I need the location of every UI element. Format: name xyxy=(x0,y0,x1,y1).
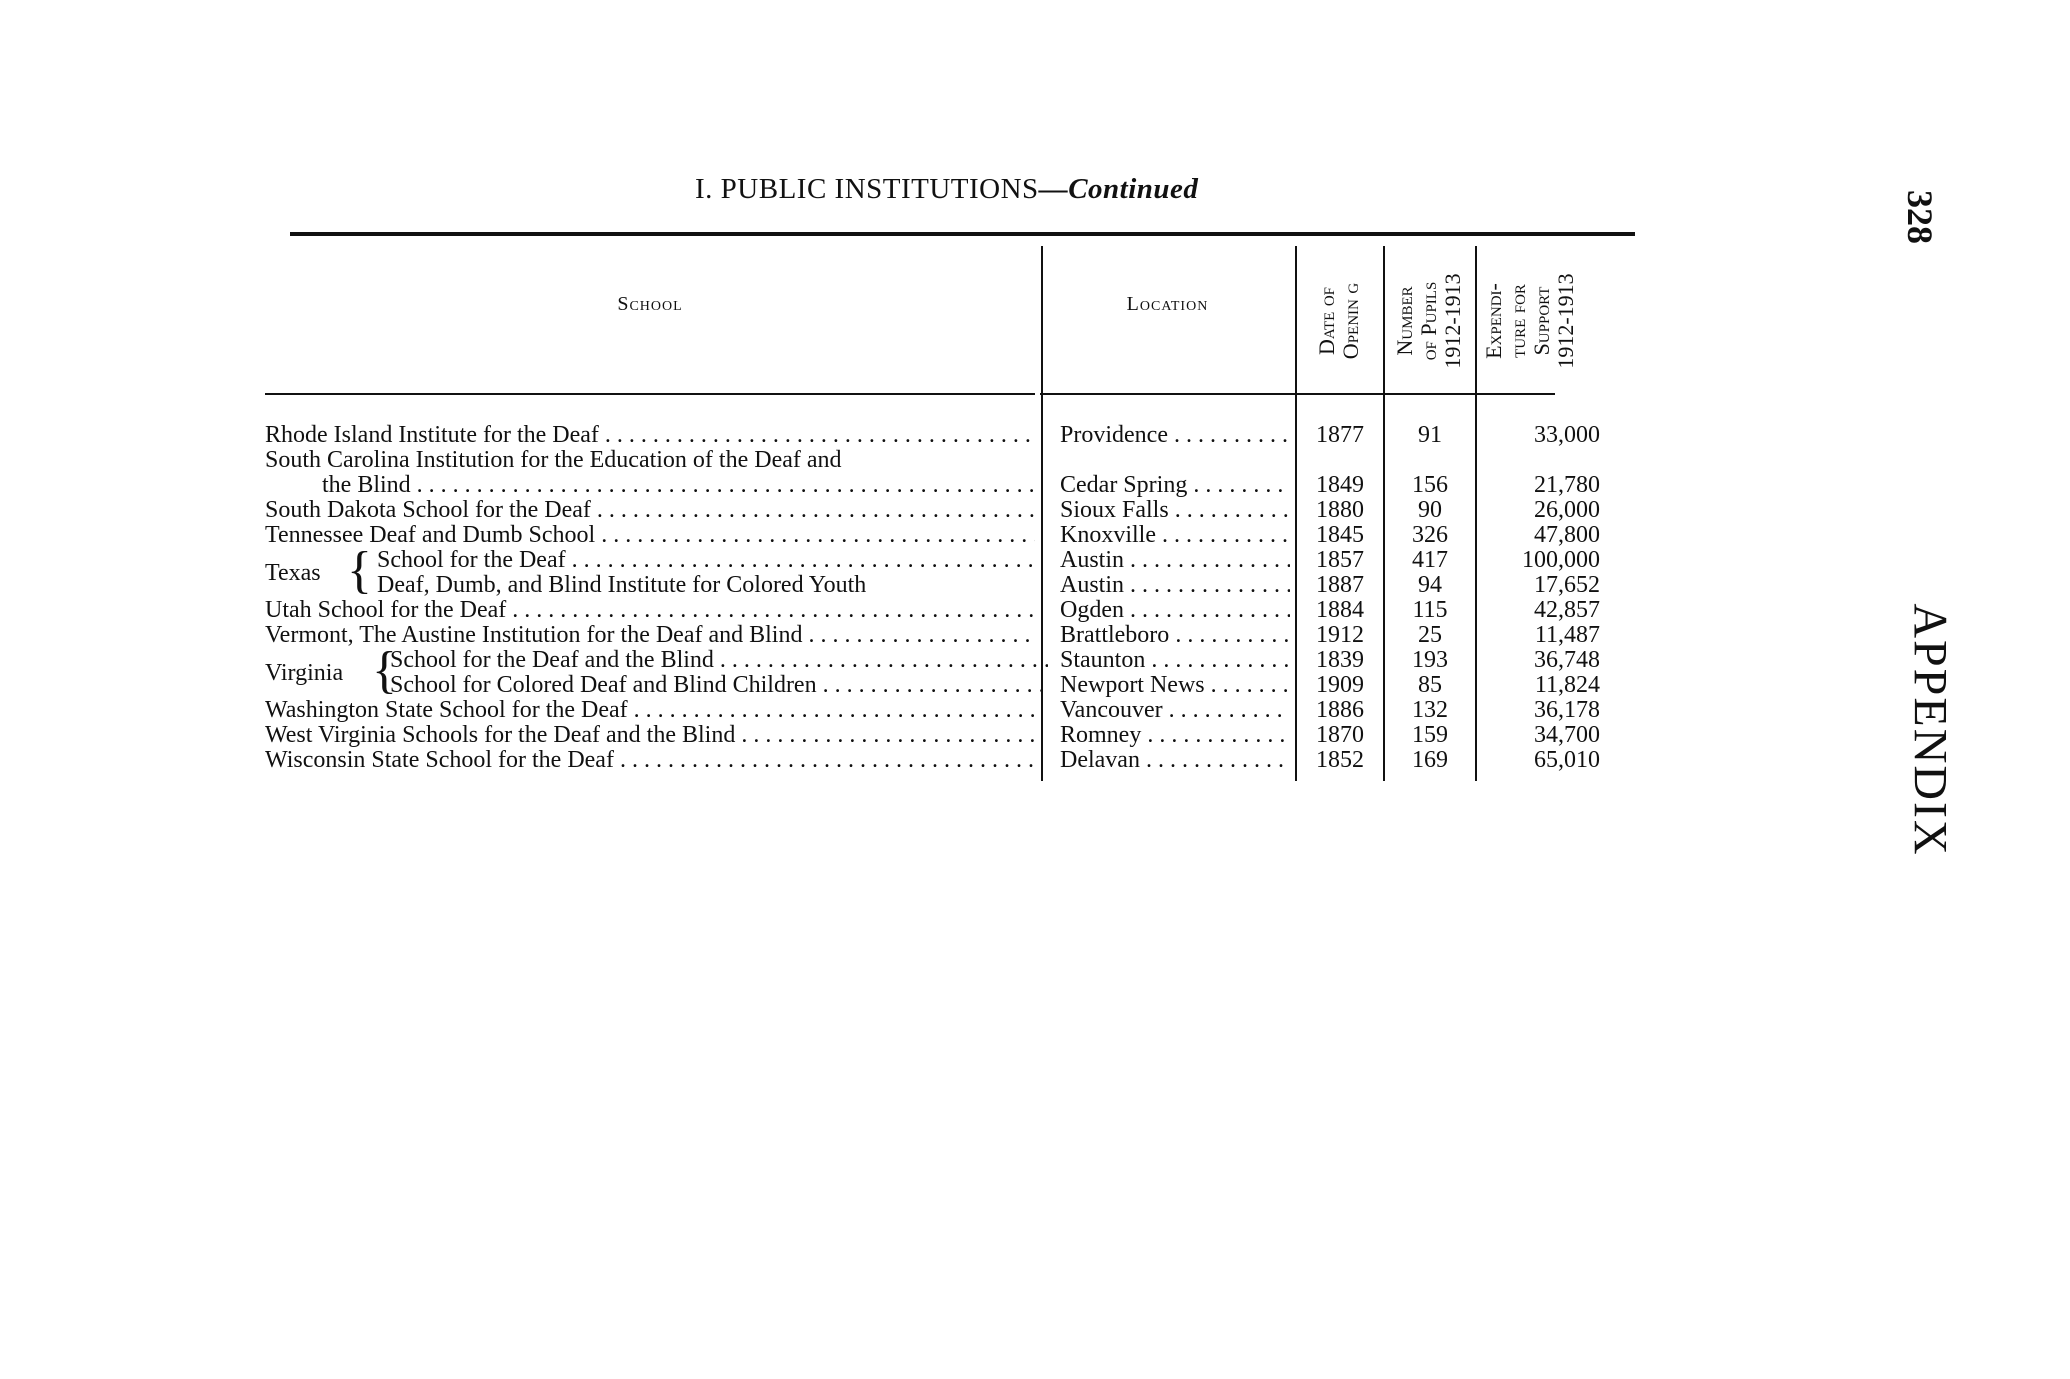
page-title xyxy=(695,173,1198,206)
opening-year: 1912 xyxy=(1316,622,1364,648)
table-row xyxy=(265,623,1635,648)
header-rule-left xyxy=(265,393,1035,395)
location: Knoxville . . . xyxy=(1060,523,1290,548)
opening-year: 1845 xyxy=(1316,522,1364,548)
pupil-count: 90 xyxy=(1418,497,1442,523)
table-row xyxy=(265,498,1635,523)
school-name: School for the Deaf . . . xyxy=(377,548,1035,573)
header-rule-right xyxy=(1040,393,1555,395)
brace-virginia: { xyxy=(372,642,397,699)
pupil-count: 193 xyxy=(1412,647,1448,673)
school-name: Deaf, Dumb, and Blind Institute for Colored Youth xyxy=(377,573,867,598)
table-row xyxy=(265,423,1635,448)
column-header-school: School xyxy=(617,293,683,315)
table-row xyxy=(265,598,1635,623)
page-number xyxy=(1880,172,1960,262)
column-header-pupils xyxy=(1383,248,1475,393)
opening-year: 1849 xyxy=(1316,472,1364,498)
pupil-count: 169 xyxy=(1412,747,1448,773)
side-label xyxy=(1860,570,2000,890)
location: Newport News . . . xyxy=(1060,673,1290,698)
school-name: West Virginia Schools for the Deaf and the Blind . . . xyxy=(265,723,1035,748)
expenditure: 21,780 xyxy=(1534,472,1600,498)
expenditure: 47,800 xyxy=(1534,522,1600,548)
table-row xyxy=(265,748,1635,773)
location: Delavan . . . xyxy=(1060,748,1290,773)
table-row xyxy=(265,523,1635,548)
expenditure: 33,000 xyxy=(1534,422,1600,448)
pupil-count: 159 xyxy=(1412,722,1448,748)
side-label-text: APPENDIX xyxy=(1903,603,1957,857)
pupil-count: 115 xyxy=(1412,597,1448,623)
pupil-count: 91 xyxy=(1418,422,1442,448)
pupil-count: 326 xyxy=(1412,522,1448,548)
table-row xyxy=(265,448,1635,473)
school-name: South Carolina Institution for the Education of the Deaf and xyxy=(265,448,842,473)
table-top-rule xyxy=(290,232,1635,236)
column-header-expenditure-text: Expendi- ture for Support 1912-1913 xyxy=(1481,272,1578,369)
pupil-count: 417 xyxy=(1412,547,1448,573)
opening-year: 1857 xyxy=(1316,547,1364,573)
brace-texas: { xyxy=(347,542,372,599)
expenditure: 11,487 xyxy=(1534,622,1600,648)
opening-year: 1877 xyxy=(1316,422,1364,448)
opening-year: 1880 xyxy=(1316,497,1364,523)
title-continued: —Continued xyxy=(1038,173,1199,205)
opening-year: 1909 xyxy=(1316,672,1364,698)
school-name: Rhode Island Institute for the Deaf . . . xyxy=(265,423,1035,448)
opening-year: 1887 xyxy=(1316,572,1364,598)
table-row xyxy=(265,473,1635,498)
group-label-virginia: Virginia xyxy=(265,660,344,686)
location: Vancouver . . . xyxy=(1060,698,1290,723)
school-name: School for Colored Deaf and Blind Children . . . xyxy=(390,673,1048,698)
expenditure: 36,178 xyxy=(1534,697,1600,723)
opening-year: 1884 xyxy=(1316,597,1364,623)
expenditure: 34,700 xyxy=(1534,722,1600,748)
page-number-text: 328 xyxy=(1900,190,1940,244)
location: Brattleboro . . . xyxy=(1060,623,1290,648)
location: Sioux Falls . . . xyxy=(1060,498,1290,523)
location: Providence . . . xyxy=(1060,423,1290,448)
location: Austin . . . xyxy=(1060,548,1290,573)
school-name: Utah School for the Deaf . . . xyxy=(265,598,1035,623)
pupil-count: 94 xyxy=(1418,572,1442,598)
institutions-table xyxy=(265,228,1635,788)
column-header-pupils-text: Number of Pupils 1912-1913 xyxy=(1392,272,1465,369)
school-name: South Dakota School for the Deaf . . . xyxy=(265,498,1035,523)
expenditure: 100,000 xyxy=(1522,547,1600,573)
table-row xyxy=(265,673,1635,698)
opening-year: 1852 xyxy=(1316,747,1364,773)
table-row xyxy=(265,723,1635,748)
location: Staunton . . . xyxy=(1060,648,1290,673)
expenditure: 11,824 xyxy=(1534,672,1600,698)
school-name: School for the Deaf and the Blind . . . xyxy=(390,648,1048,673)
school-name: Wisconsin State School for the Deaf . . . xyxy=(265,748,1035,773)
expenditure: 26,000 xyxy=(1534,497,1600,523)
location: Romney . . . xyxy=(1060,723,1290,748)
expenditure: 36,748 xyxy=(1534,647,1600,673)
title-main: I. PUBLIC INSTITUTIONS xyxy=(695,173,1039,205)
opening-year: 1886 xyxy=(1316,697,1364,723)
school-name: the Blind . . . xyxy=(322,473,1035,498)
pupil-count: 85 xyxy=(1418,672,1442,698)
expenditure: 65,010 xyxy=(1534,747,1600,773)
table-row xyxy=(265,573,1635,598)
column-header-location: Location xyxy=(1126,293,1209,315)
table-row xyxy=(265,648,1635,673)
table-row xyxy=(265,698,1635,723)
pupil-count: 25 xyxy=(1418,622,1442,648)
column-header-expenditure xyxy=(1475,248,1585,393)
location: Austin . . . xyxy=(1060,573,1290,598)
column-header-date xyxy=(1295,248,1383,393)
opening-year: 1839 xyxy=(1316,647,1364,673)
column-header-date-text: Date of Openin g xyxy=(1314,282,1363,359)
opening-year: 1870 xyxy=(1316,722,1364,748)
location: Cedar Spring . . . xyxy=(1060,473,1290,498)
location: Ogden . . . xyxy=(1060,598,1290,623)
pupil-count: 132 xyxy=(1412,697,1448,723)
pupil-count: 156 xyxy=(1412,472,1448,498)
group-label-texas: Texas xyxy=(265,560,321,586)
table-row xyxy=(265,548,1635,573)
expenditure: 17,652 xyxy=(1534,572,1600,598)
expenditure: 42,857 xyxy=(1534,597,1600,623)
school-name: Tennessee Deaf and Dumb School . . . xyxy=(265,523,1035,548)
school-name: Washington State School for the Deaf . . . xyxy=(265,698,1035,723)
school-name: Vermont, The Austine Institution for the Deaf and Blind . . . xyxy=(265,623,1035,648)
